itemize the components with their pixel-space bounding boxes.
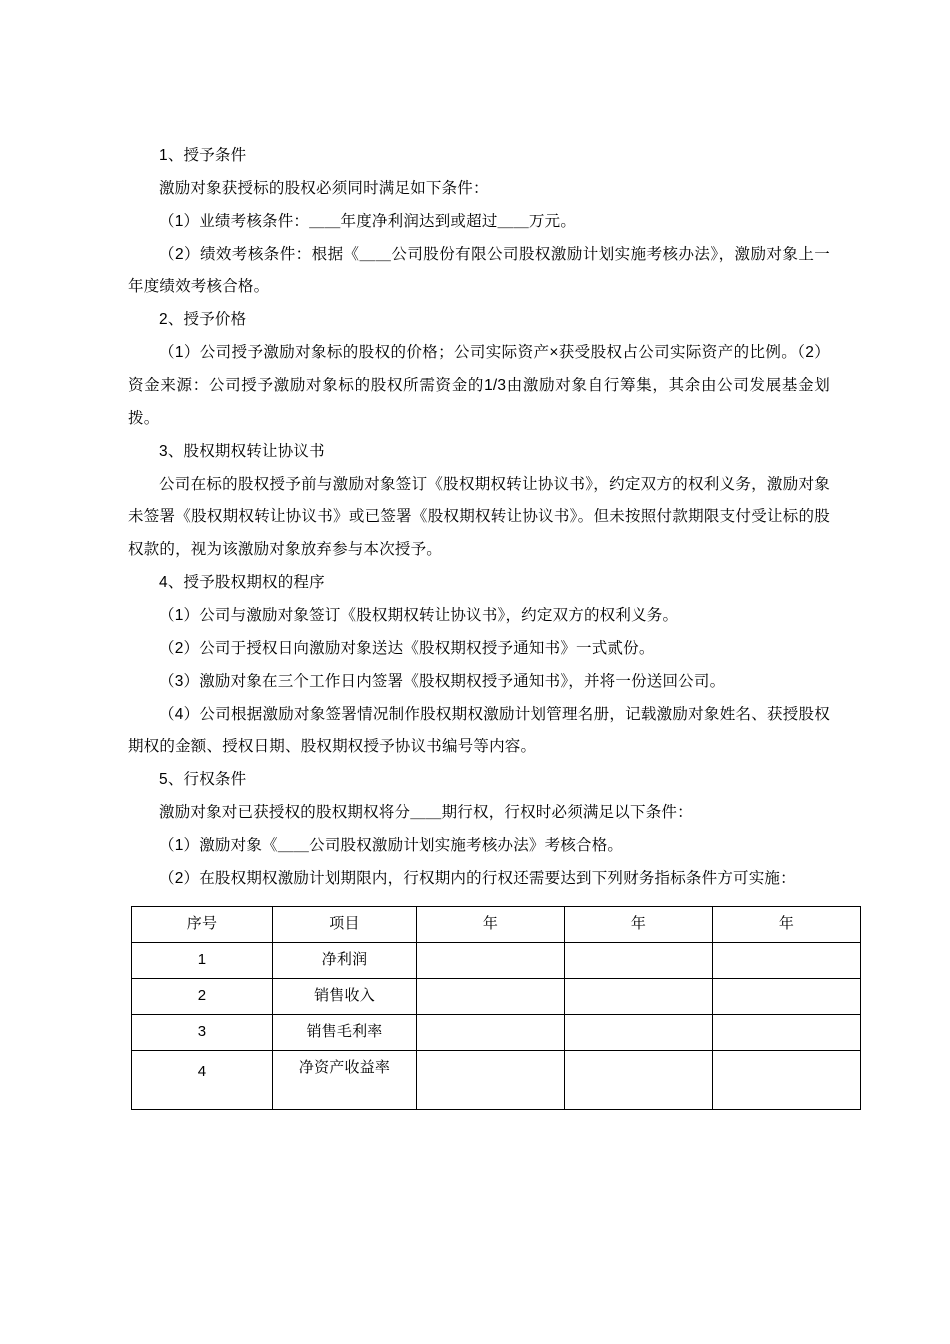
paragraph-grant-conditions-heading: 1、授予条件 xyxy=(159,147,247,164)
table-cell-year-3 xyxy=(713,978,861,1014)
paragraph-grant-price-heading: 2、授予价格 xyxy=(159,311,247,329)
table-cell-year-1 xyxy=(417,1050,565,1109)
table-cell-year-2 xyxy=(565,978,713,1014)
table-cell-year-2 xyxy=(565,1050,713,1109)
paragraph-procedure-4: （4）公司根据激励对象签署情况制作股权期权激励计划管理名册，记载激励对象姓名、获授股权期权的金额、授权日期、股权期权授予协议书编号等内容。 xyxy=(128,705,830,756)
table-row xyxy=(132,942,861,978)
table-cell-item xyxy=(273,1050,417,1109)
table-row xyxy=(132,1050,861,1109)
paragraph-appraisal-condition: （2）绩效考核条件：根据《＿＿公司股份有限公司股权激励计划实施考核办法》，激励对象上一年度绩效考核合格。 xyxy=(128,245,830,296)
paragraph-performance-assessment: （1）业绩考核条件：＿＿年度净利润达到或超过＿＿万元。 xyxy=(159,212,577,230)
table-header-year-3: 年 xyxy=(713,906,861,942)
table-cell-year-1 xyxy=(417,942,565,978)
paragraph-transfer-agreement-body: 公司在标的股权授予前与激励对象签订《股权期权转让协议书》，约定双方的权利义务，激励对象未签署《股权期权转让协议书》或已签署《股权期权转让协议书》。但未按照付款期限支付受让标的股权款的，视为该激励对象放弃参与本次授予。 xyxy=(128,475,830,559)
paragraph-procedure-2: （2）公司于授权日向激励对象送达《股权期权授予通知书》一式贰份。 xyxy=(159,639,655,657)
table-cell-year-1 xyxy=(417,1014,565,1050)
paragraph-grant-procedure-heading: 4、授予股权期权的程序 xyxy=(159,574,325,592)
paragraph-procedure-1: （1）公司与激励对象签订《股权期权转让协议书》，约定双方的权利义务。 xyxy=(159,607,679,625)
paragraph-transfer-agreement-heading: 3、股权期权转让协议书 xyxy=(159,442,325,460)
table-header-index: 序号 xyxy=(132,906,273,942)
paragraph-exercise-1: （1）激励对象《＿＿公司股权激励计划实施考核办法》考核合格。 xyxy=(159,837,624,855)
table-cell-index: 2 xyxy=(132,978,273,1014)
table-cell-index: 4 xyxy=(132,1050,273,1109)
paragraph-exercise-intro: 激励对象对已获授权的股权期权将分＿＿期行权，行权时必须满足以下条件： xyxy=(159,804,693,822)
table-header-year-2: 年 xyxy=(565,906,713,942)
table-cell-year-3 xyxy=(713,1014,861,1050)
paragraph-grant-conditions-intro: 激励对象获授标的股权必须同时满足如下条件： xyxy=(159,179,489,197)
table-cell-year-2 xyxy=(565,1014,713,1050)
table-cell-item: 销售毛利率 xyxy=(273,1014,417,1050)
table-cell-index: 3 xyxy=(132,1014,273,1050)
table-cell-item-text: 净资产收益率 xyxy=(298,1058,391,1076)
paragraph-grant-price-body: （1）公司授予激励对象标的股权的价格；公司实际资产×获受股权占公司实际资产的比例。（2）资金来源：公司授予激励对象标的股权所需资金的1/3由激励对象自行筹集，其余由公司发展基金划拨。 xyxy=(128,344,830,427)
table-row xyxy=(132,1014,861,1050)
table-cell-index: 1 xyxy=(132,942,273,978)
table-header-item: 项目 xyxy=(273,906,417,942)
paragraph-exercise-conditions-heading: 5、行权条件 xyxy=(159,771,247,789)
table-cell-year-1 xyxy=(417,978,565,1014)
paragraph-procedure-3: （3）激励对象在三个工作日内签署《股权期权授予通知书》，并将一份送回公司。 xyxy=(159,672,726,690)
table-cell-year-3 xyxy=(713,1050,861,1109)
table-cell-item: 净利润 xyxy=(273,942,417,978)
document-body xyxy=(128,140,830,1110)
paragraph-exercise-2: （2）在股权期权激励计划期限内，行权期内的行权还需要达到下列财务指标条件方可实施： xyxy=(159,869,796,887)
table-cell-year-3 xyxy=(713,942,861,978)
table-header-year-1: 年 xyxy=(417,906,565,942)
financial-indicator-table xyxy=(131,906,861,1110)
table-row xyxy=(132,978,861,1014)
table-header-row xyxy=(132,906,861,942)
table-cell-year-2 xyxy=(565,942,713,978)
table-cell-item: 销售收入 xyxy=(273,978,417,1014)
